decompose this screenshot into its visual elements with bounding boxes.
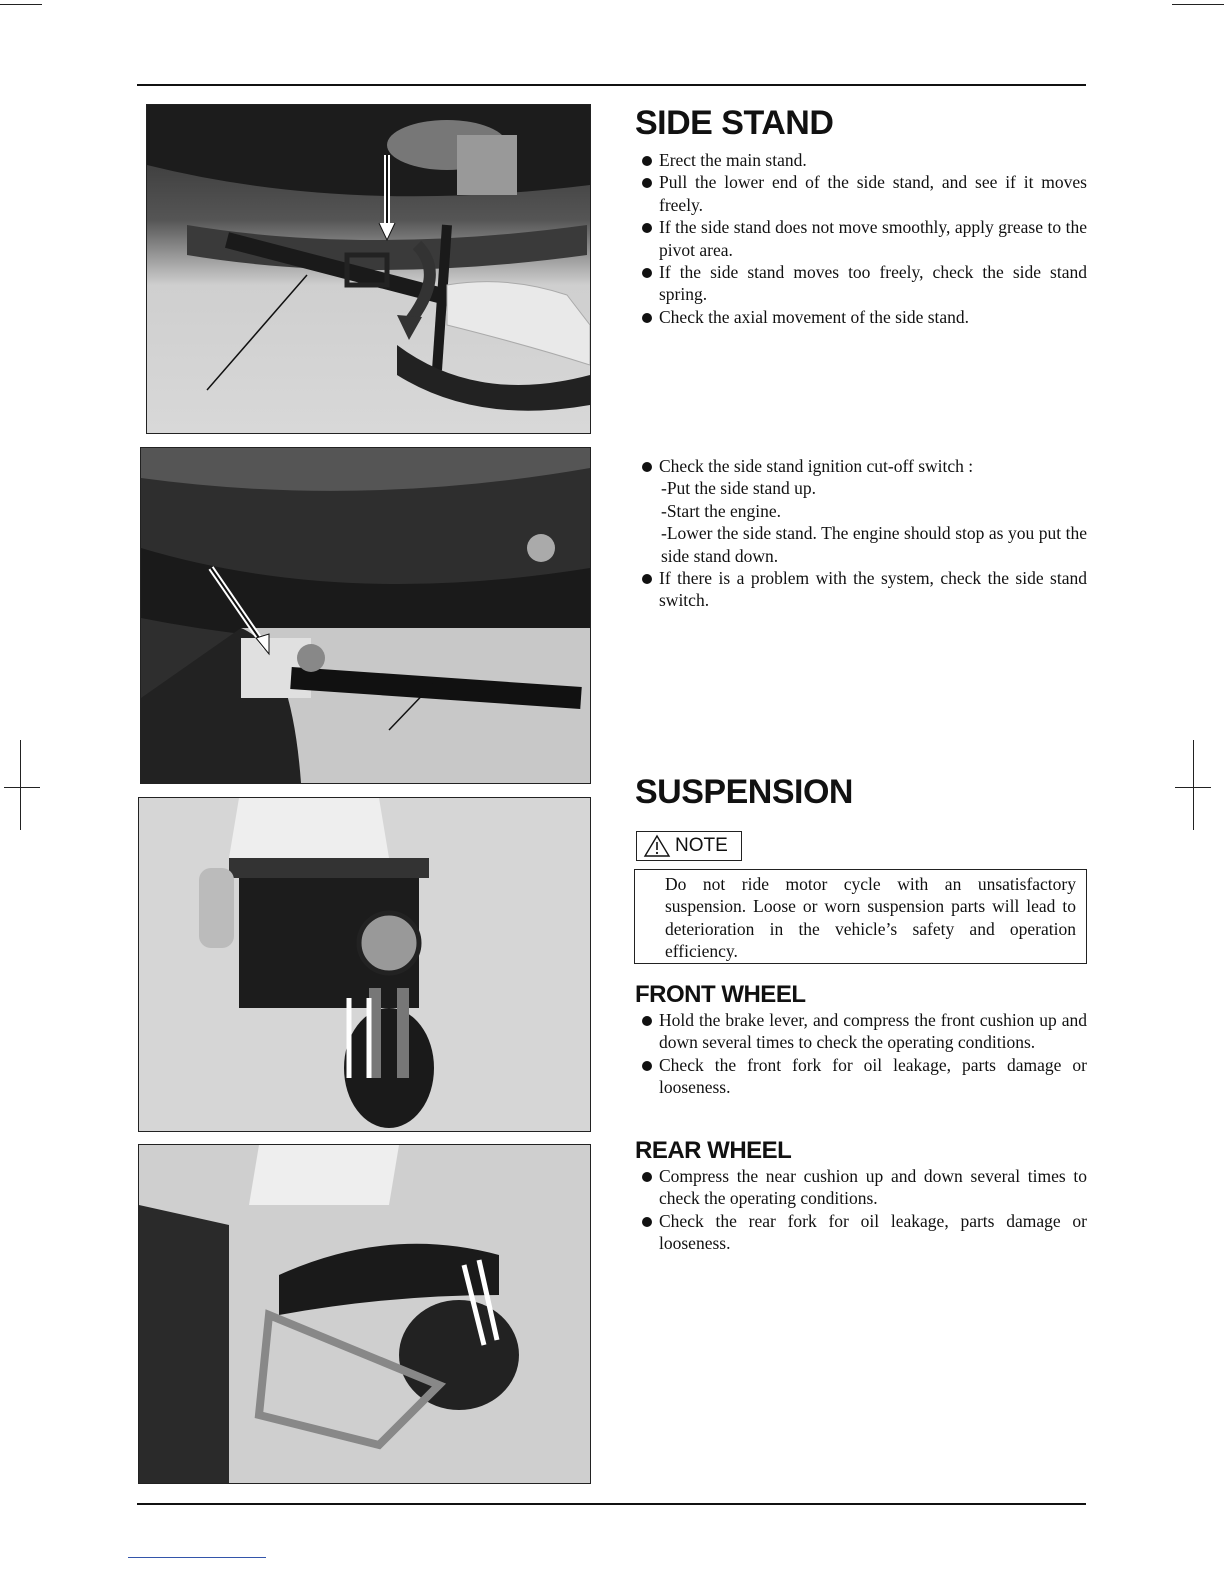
list-item: Erect the main stand.: [637, 149, 1087, 171]
bullet-icon: [642, 1217, 652, 1227]
cutoff-switch-list: [637, 455, 1087, 612]
list-item: Compress the near cushion up and down several times to check the operating conditions.: [637, 1165, 1087, 1210]
list-item: Pull the lower end of the side stand, and see if it moves freely.: [637, 171, 1087, 216]
crop-mark-top-left: [0, 4, 42, 5]
bullet-icon: [642, 1172, 652, 1182]
side-stand-list: [637, 149, 1087, 328]
photo-side-stand-switch: [140, 447, 591, 784]
list-item: Check the axial movement of the side stand.: [637, 306, 1087, 328]
photo-side-stand-pivot: [146, 104, 591, 434]
list-item: Hold the brake lever, and compress the front cushion up and down several times to check the operating conditions.: [637, 1009, 1087, 1054]
bullet-icon: [642, 1061, 652, 1071]
list-item: Check the front fork for oil leakage, parts damage or looseness.: [637, 1054, 1087, 1099]
suspension-title: SUSPENSION: [635, 773, 853, 811]
header-rule: [137, 84, 1086, 86]
photo-rear-wheel: [138, 1144, 591, 1484]
note-box: Do not ride motor cycle with an unsatisfactory suspension. Loose or worn suspension parts will lead to deterioration in the vehicle’s safety and operation efficiency.: [634, 869, 1087, 964]
registration-mark-right-h: [1175, 787, 1211, 788]
list-item: If the side stand moves too freely, check the side stand spring.: [637, 261, 1087, 306]
registration-mark-left: [20, 740, 21, 830]
note-label: NOTE: [636, 831, 742, 861]
list-item: If the side stand does not move smoothly, apply grease to the pivot area.: [637, 216, 1087, 261]
bullet-icon: [642, 313, 652, 323]
registration-mark-right: [1193, 740, 1194, 830]
warning-icon: [643, 834, 671, 858]
bullet-icon: [642, 462, 652, 472]
bullet-icon: [642, 156, 652, 166]
cutoff-step: -Put the side stand up.: [661, 478, 817, 499]
footer-link-line: [128, 1557, 266, 1558]
bullet-icon: [642, 268, 652, 278]
bullet-icon: [642, 574, 652, 584]
front-wheel-title: FRONT WHEEL: [635, 981, 806, 1008]
bullet-icon: [642, 223, 652, 233]
front-wheel-list: [637, 1009, 1087, 1099]
list-item: Check the side stand ignition cut-off switch : -Put the side stand up. -Start the engine. -Lower the side stand. The engine should stop as you put the side stand down.: [637, 455, 1087, 567]
cutoff-step: -Lower the side stand. The engine should stop as you put the side stand down.: [661, 523, 1087, 566]
rear-wheel-list: [637, 1165, 1087, 1255]
bullet-icon: [642, 1016, 652, 1026]
bullet-icon: [642, 178, 652, 188]
list-item: Check the rear fork for oil leakage, parts damage or looseness.: [637, 1210, 1087, 1255]
side-stand-title: SIDE STAND: [635, 104, 834, 142]
footer-rule: [137, 1503, 1086, 1505]
list-item: If there is a problem with the system, check the side stand switch.: [637, 567, 1087, 612]
cutoff-step: -Start the engine.: [661, 500, 782, 521]
rear-wheel-title: REAR WHEEL: [635, 1137, 792, 1164]
photo-front-wheel: [138, 797, 591, 1132]
registration-mark-left-h: [4, 787, 40, 788]
crop-mark-top-right: [1172, 4, 1224, 5]
